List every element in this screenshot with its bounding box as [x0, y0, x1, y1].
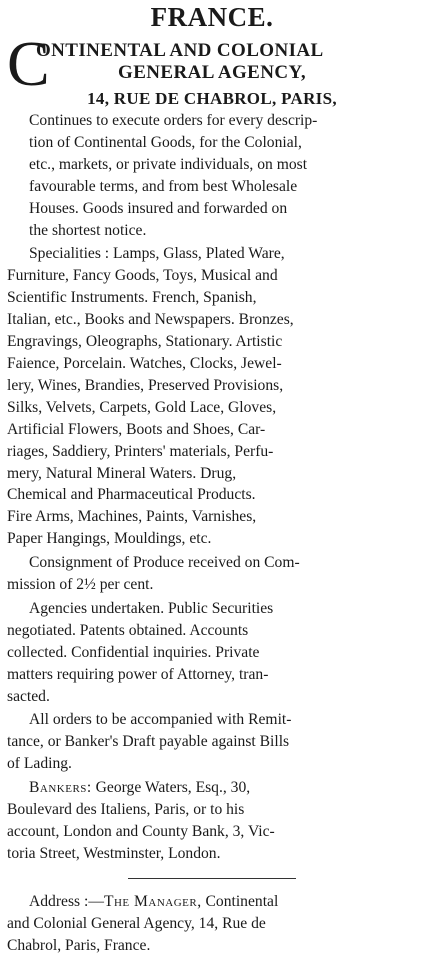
- orders-line: tance, or Banker's Draft payable against Bills: [7, 733, 290, 751]
- specialities-line: Paper Hangings, Mouldings, etc.: [7, 530, 212, 548]
- agencies-line: Agencies undertaken. Public Securities: [29, 599, 274, 617]
- address-first-line: [7, 891, 417, 913]
- address-manager: The Manager,: [103, 892, 202, 910]
- orders-line: All orders to be accompanied with Remit-: [29, 711, 292, 729]
- intro-line: Houses. Goods insured and forwarded on: [29, 199, 288, 217]
- specialities-line: Italian, etc., Books and Newspapers. Bronzes,: [7, 311, 294, 329]
- orders-line: of Lading.: [7, 755, 72, 773]
- intro-line: Continues to execute orders for every descrip-: [29, 112, 318, 129]
- specialities-line: Chemical and Pharmaceutical Products.: [7, 486, 256, 504]
- address-paragraph: [7, 891, 417, 957]
- specialities-line: Specialities : Lamps, Glass, Plated Ware,: [29, 245, 285, 263]
- address-first-line-text: Continental: [201, 892, 279, 910]
- specialities-line: Fire Arms, Machines, Paints, Varnishes,: [7, 508, 257, 526]
- page-heading: FRANCE.: [150, 2, 274, 32]
- agencies-line: matters requiring power of Attorney, tran-: [7, 665, 269, 683]
- headline-line-1: ONTINENTAL AND COLONIAL: [36, 40, 324, 61]
- specialities-line: mery, Natural Mineral Waters. Drug,: [7, 464, 237, 482]
- bankers-label: Bankers:: [29, 779, 92, 797]
- section-divider: [128, 878, 296, 879]
- bankers-line: account, London and County Bank, 3, Vic-: [7, 823, 275, 840]
- address-line: Chabrol, Paris, France.: [7, 936, 151, 954]
- bankers-first-line-text: George Waters, Esq., 30,: [91, 779, 251, 797]
- consignment-line: Consignment of Produce received on Com-: [29, 554, 300, 572]
- consignment-line: mission of 2½ per cent.: [7, 576, 154, 594]
- intro-paragraph: [7, 110, 417, 241]
- specialities-line: Scientific Instruments. French, Spanish,: [7, 289, 257, 307]
- intro-line: favourable terms, and from best Wholesale: [29, 177, 298, 195]
- bankers-paragraph: [7, 777, 417, 865]
- consignment-paragraph: [7, 552, 417, 596]
- intro-line: tion of Continental Goods, for the Colonial,: [29, 133, 302, 151]
- specialities-line: Engravings, Oleographs, Stationary. Artistic: [7, 333, 283, 351]
- intro-line: etc., markets, or private individuals, on most: [29, 155, 308, 173]
- specialities-line: riages, Saddiery, Printers' materials, Perfu-: [7, 442, 274, 460]
- drop-cap-letter: C: [7, 28, 50, 99]
- specialities-line: lery, Wines, Brandies, Preserved Provisions,: [7, 376, 284, 394]
- address-line: and Colonial General Agency, 14, Rue de: [7, 914, 266, 932]
- specialities-line: Silks, Velvets, Carpets, Gold Lace, Gloves,: [7, 398, 277, 416]
- bankers-line: toria Street, Westminster, London.: [7, 844, 221, 862]
- bankers-line: Boulevard des Italiens, Paris, or to his: [7, 801, 245, 819]
- intro-line: the shortest notice.: [29, 221, 147, 239]
- specialities-line: Artificial Flowers, Boots and Shoes, Car-: [7, 420, 266, 438]
- bankers-first-line: [7, 777, 417, 799]
- orders-paragraph: [7, 709, 417, 775]
- specialities-line: Furniture, Fancy Goods, Toys, Musical and: [7, 267, 278, 285]
- headline-line-2: GENERAL AGENCY,: [118, 62, 306, 83]
- agencies-line: negotiated. Patents obtained. Accounts: [7, 621, 249, 639]
- agencies-line: collected. Confidential inquiries. Private: [7, 643, 260, 661]
- street-address-line: 14, RUE DE CHABROL, PARIS,: [87, 89, 337, 108]
- agencies-line: sacted.: [7, 687, 50, 705]
- address-prefix: Address :—: [29, 892, 104, 910]
- specialities-line: Faience, Porcelain. Watches, Clocks, Jewel-: [7, 354, 282, 372]
- specialities-paragraph: [7, 243, 417, 550]
- agencies-paragraph: [7, 598, 417, 708]
